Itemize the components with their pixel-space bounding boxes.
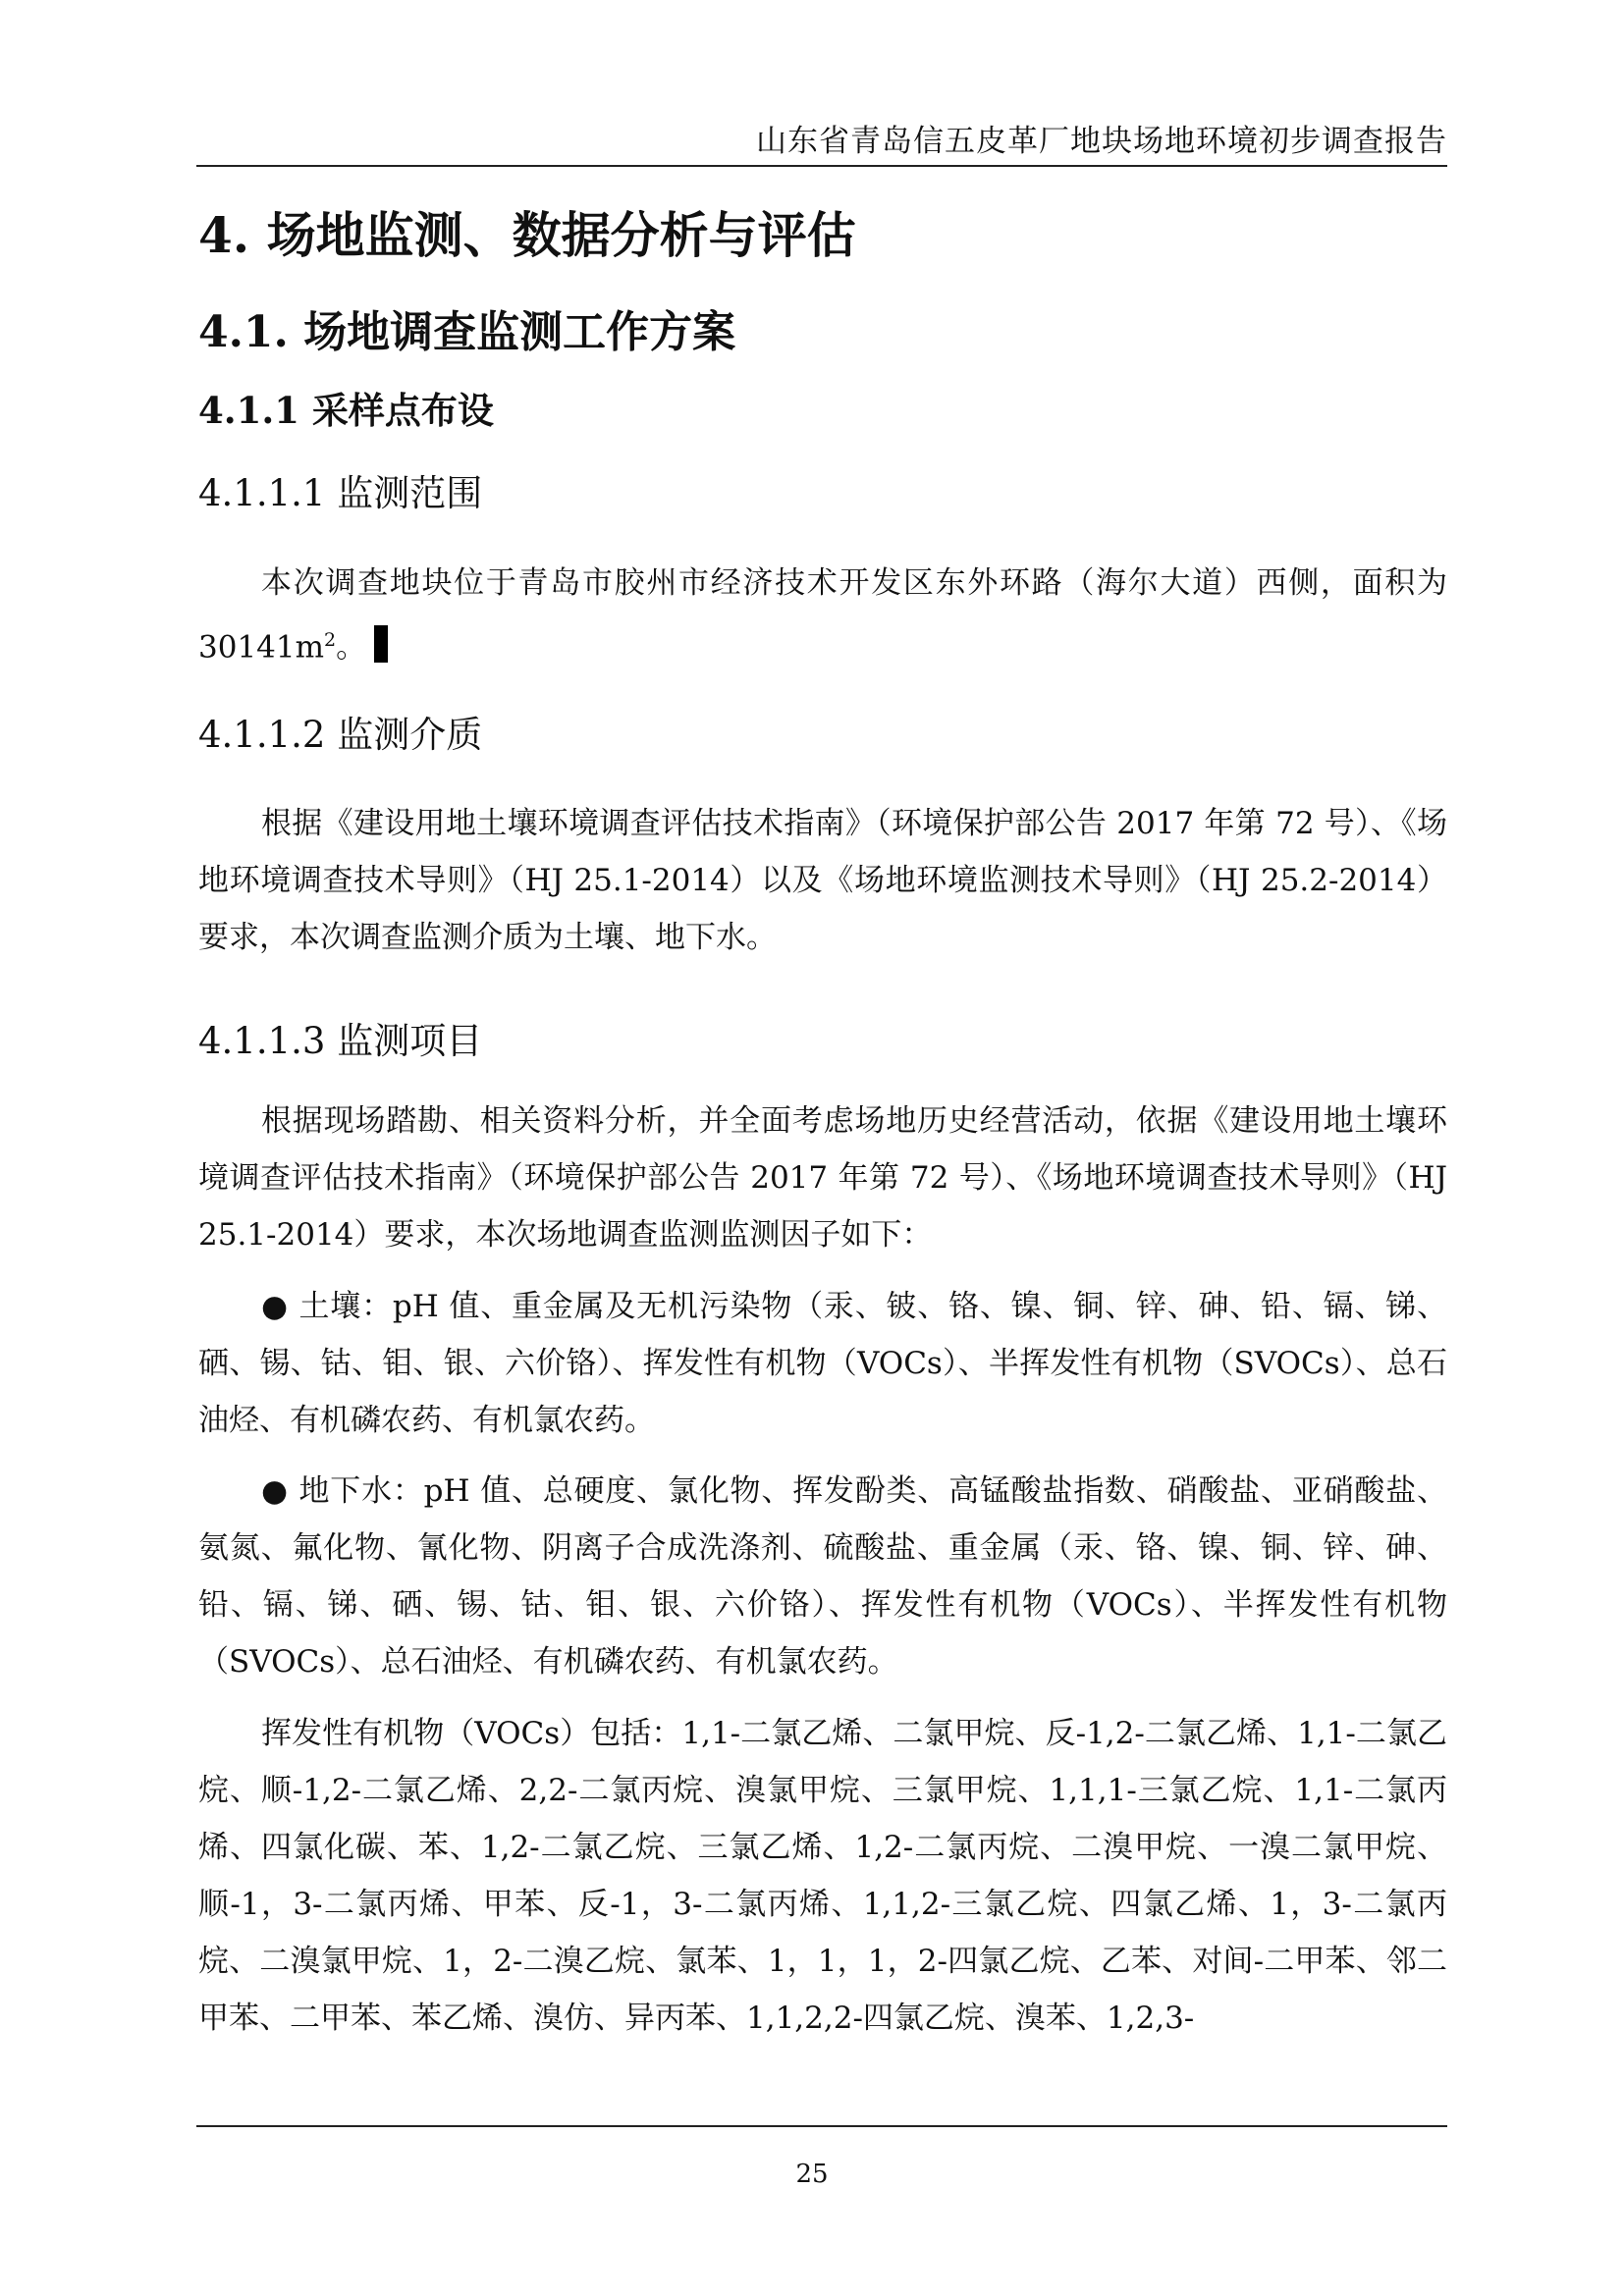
- footer-divider: [196, 2125, 1447, 2127]
- subsection-heading: 4.1.1 采样点布设: [198, 389, 494, 432]
- items-intro-paragraph: 根据现场踏勘、相关资料分析，并全面考虑场地历史经营活动，依据《建设用地土壤环境调查评估技术指南》（环境保护部公告 2017 年第 72 号）、《场地环境调查技术导则》（HJ 25.1-2014）要求，本次场地调查监测监测因子如下：: [198, 1103, 1447, 1253]
- page-number: 25: [795, 2160, 829, 2189]
- groundwater-items-bullet: ● 地下水：pH 值、总硬度、氯化物、挥发酚类、高锰酸盐指数、硝酸盐、亚硝酸盐、氨氮、氟化物、氰化物、阴离子合成洗涤剂、硫酸盐、重金属（汞、铬、镍、铜、锌、砷、铅、镉、锑、硒、锡、钴、钼、银、六价铬）、挥发性有机物（VOCs）、半挥发性有机物（SVOCs）、总石油烃、有机磷农药、有机氯农药。: [198, 1473, 1447, 1680]
- vocs-paragraph: 挥发性有机物（VOCs）包括：1,1-二氯乙烯、二氯甲烷、反-1,2-二氯乙烯、1,1-二氯乙烷、顺-1,2-二氯乙烯、2,2-二氯丙烷、溴氯甲烷、三氯甲烷、1,1,1-三氯乙烷、1,1-二氯丙烯、四氯化碳、苯、1,2-二氯乙烷、三氯乙烯、1,2-二氯丙烷、二溴甲烷、一溴二氯甲烷、顺-1，3-二氯丙烯、甲苯、反-1，3-二氯丙烯、1,1,2-三氯乙烷、四氯乙烯、1，3-二氯丙烷、二溴氯甲烷、1，2-二溴乙烷、氯苯、1，1，1，2-四氯乙烷、乙苯、对间-二甲苯、邻二甲苯、二甲苯、苯乙烯、溴仿、异丙苯、1,1,2,2-四氯乙烷、溴苯、1,2,3-: [198, 1716, 1447, 2036]
- chapter-heading: 4. 场地监测、数据分析与评估: [198, 206, 856, 264]
- soil-items-bullet: ● 土壤：pH 值、重金属及无机污染物（汞、铍、铬、镍、铜、锌、砷、铅、镉、锑、硒、锡、钴、钼、银、六价铬）、挥发性有机物（VOCs）、半挥发性有机物（SVOCs）、总石油烃、有机磷农药、有机氯农药。: [198, 1289, 1447, 1438]
- scope-heading: 4.1.1.1 监测范围: [198, 472, 483, 514]
- scope-end: 。: [336, 629, 367, 666]
- media-paragraph: 根据《建设用地土壤环境调查评估技术指南》（环境保护部公告 2017 年第 72 号）、《场地环境调查技术导则》（HJ 25.1-2014）以及《场地环境监测技术导则》（HJ 25.2-2014）要求，本次调查监测介质为土壤、地下水。: [198, 806, 1447, 955]
- media-heading: 4.1.1.2 监测介质: [198, 714, 483, 756]
- scope-text: 本次调查地块位于青岛市胶州市经济技术开发区东外环路（海尔大道）西侧，面积为30141m: [198, 565, 1447, 666]
- header-divider: [196, 165, 1447, 167]
- area-unit-superscript: 2: [324, 629, 337, 651]
- section-heading: 4.1. 场地调查监测工作方案: [198, 307, 736, 357]
- items-heading: 4.1.1.3 监测项目: [198, 1020, 483, 1062]
- running-header: 山东省青岛信五皮革厂地块场地环境初步调查报告: [756, 124, 1447, 159]
- scope-paragraph: [198, 555, 1447, 675]
- text-cursor-marker: [374, 625, 388, 663]
